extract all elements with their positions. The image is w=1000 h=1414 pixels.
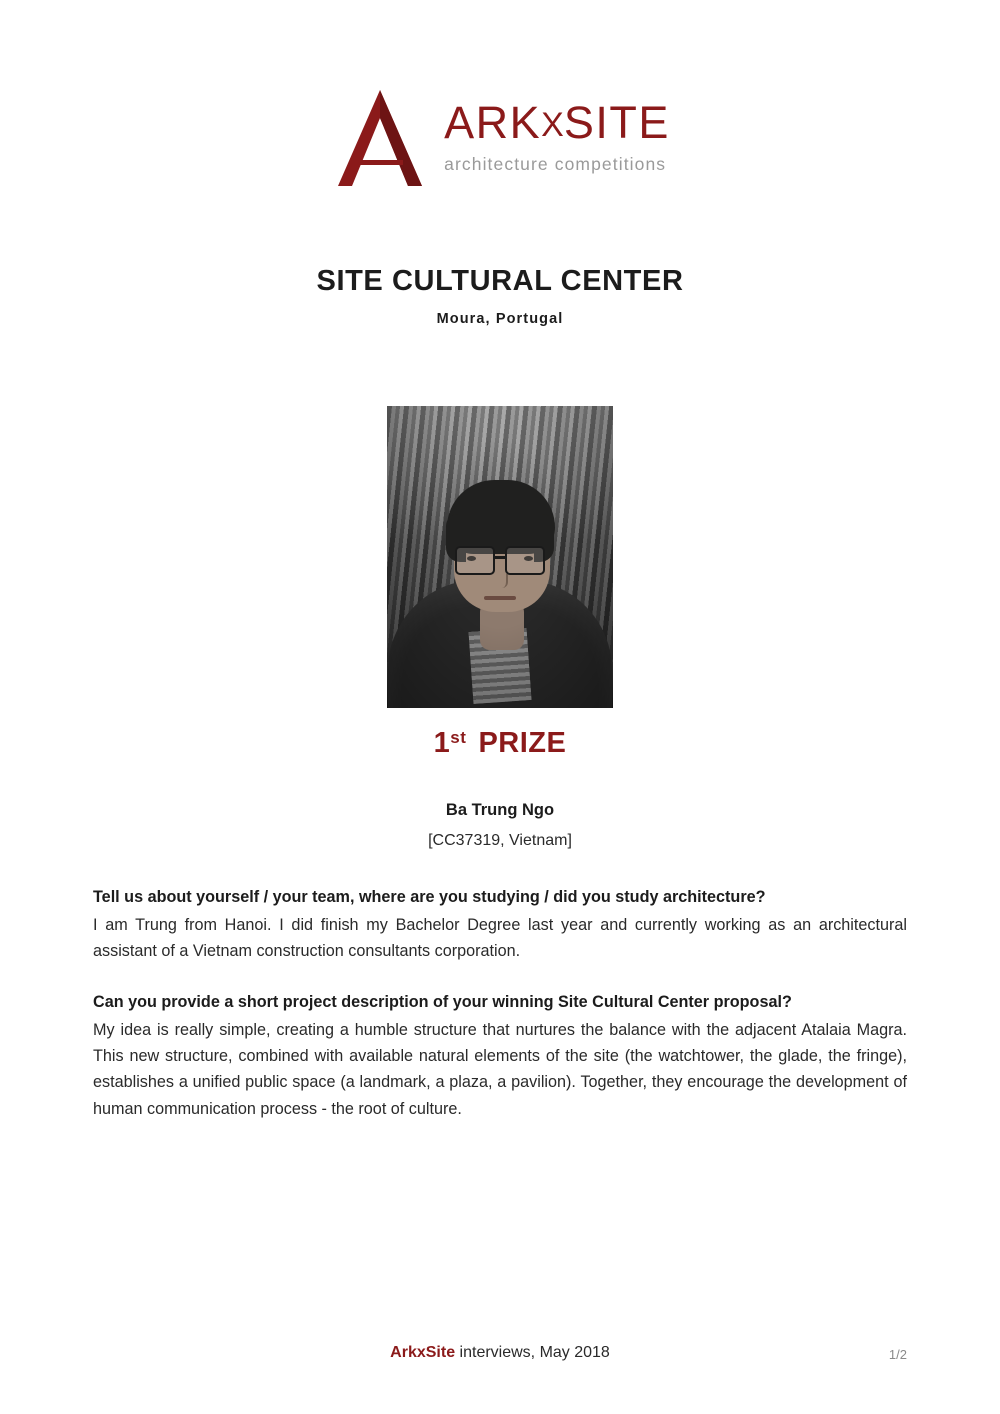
logo-word-x: X — [541, 106, 564, 144]
interview-answer: I am Trung from Hanoi. I did finish my Bachelor Degree last year and currently working as an architectural assistant of a Vietnam construction consultants corporation. — [93, 916, 907, 961]
footer-caption — [0, 1344, 1000, 1362]
logo-tagline: architecture competitions — [444, 154, 667, 174]
logo-word-site: SITE — [563, 97, 670, 148]
logo-text — [444, 88, 670, 175]
arkxsite-a-mark-icon — [330, 88, 426, 188]
interview-block — [93, 989, 907, 1122]
footer — [0, 1344, 1000, 1364]
logo — [0, 88, 1000, 188]
page-subtitle: Moura, Portugal — [436, 311, 564, 327]
portrait-vignette — [387, 406, 613, 708]
interview-answer: My idea is really simple, creating a humble structure that nurtures the balance with the adjacent Atalaia Magra. This new structure, combined with available natural elements of the site (the watchtower, the glade, the fringe), establishes a unified public space (a landmark, a plaza, a pavilion). Together, they encourage the development of human communication process - the root of culture. — [93, 1020, 907, 1118]
interview-block — [93, 884, 907, 965]
interview-question: Can you provide a short project description of your winning Site Cultural Center proposal? — [93, 992, 792, 1011]
winner-code: [CC37319, Vietnam] — [428, 832, 572, 849]
prize-ordinal: st — [450, 728, 467, 747]
footer-brand: ArkxSite — [390, 1344, 456, 1361]
prize-label: PRIZE — [478, 727, 567, 759]
logo-word-ark: ARK — [444, 97, 542, 148]
portrait-container — [0, 406, 1000, 708]
logo-wordmark — [444, 97, 670, 148]
footer-page-number: 1/2 — [888, 1347, 907, 1362]
prize-number: 1 — [433, 727, 451, 759]
interview-body — [93, 884, 907, 1146]
prize-badge — [0, 727, 1000, 760]
page-title: SITE CULTURAL CENTER — [316, 265, 684, 297]
winner-name: Ba Trung Ngo — [445, 801, 555, 819]
winner-portrait-photo — [387, 406, 613, 708]
footer-text: interviews, May 2018 — [455, 1344, 610, 1361]
interview-question: Tell us about yourself / your team, where are you studying / did you study architecture? — [93, 888, 766, 906]
